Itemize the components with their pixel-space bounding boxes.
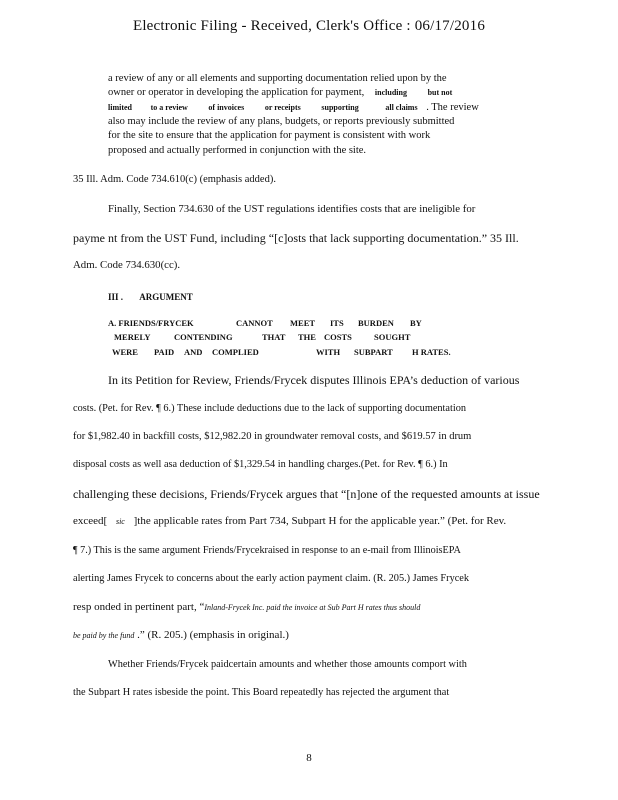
quote-emphasis: limited [108,103,132,112]
subsection-word: SUBPART [354,347,393,357]
citation: 35 Ill. Adm. Code 734.610(c) (emphasis added). [73,174,276,185]
subsection-word: WITH [316,347,341,357]
paragraph-line: alerting James Frycek to concerns about the early action payment claim. (R. 205.) James Frycek [73,573,470,584]
paragraph-line: Finally, Section 734.630 of the UST regulations identifies costs that are ineligible for [108,203,476,215]
paragraph-line: payme nt from the UST Fund, including “[c]osts that lack supporting documentation.” 35 Ill. [73,231,519,245]
paragraph-line [73,629,289,641]
paragraph-line: disposal costs as well asa deduction of $1,329.54 in handling charges.(Pet. for Rev. ¶ 6.) In [73,459,448,470]
quoted-emphasis: Inland-Frycek Inc. paid the invoice at Sub Part H rates thus should [204,603,421,612]
subsection-word: MEET [290,318,316,328]
subsection-word: COMPLIED [212,347,259,357]
subsection-word: CANNOT [236,318,273,328]
paragraph-line: In its Petition for Review, Friends/Frycek disputes Illinois EPA’s deduction of various [108,373,520,387]
subsection-heading-line [108,332,410,342]
paragraph-text: exceed[ [73,515,108,527]
quote-emphasis: including [374,88,407,97]
sic-note: sic [115,517,125,526]
paragraph-line: Adm. Code 734.630(cc). [73,259,181,271]
subsection-word: H RATES. [412,347,451,357]
subsection-word: COSTS [324,332,352,342]
quote-line: also may include the review of any plans, budgets, or reports previously submitted [108,116,455,127]
subsection-heading-line [108,318,422,328]
subsection-word: ITS [330,318,344,328]
quote-text: . The review [426,102,479,113]
paragraph-line: challenging these decisions, Friends/Frycek argues that “[n]one of the requested amounts at issue [73,487,540,501]
subsection-word: BURDEN [358,318,394,328]
quote-emphasis: or receipts [264,103,301,112]
quote-line: proposed and actually performed in conjunction with the site. [108,145,367,156]
paragraph-text: .” (R. 205.) (emphasis in original.) [134,629,289,641]
section-heading [108,292,193,302]
quote-emphasis: of invoices [208,103,245,112]
quote-emphasis: supporting [321,103,359,112]
paragraph-line [73,601,420,613]
quote-emphasis: to a review [150,103,188,112]
paragraph-line [73,515,506,527]
paragraph-line: costs. (Pet. for Rev. ¶ 6.) These include deductions due to the lack of supporting documentation [73,403,467,414]
quote-line [108,101,479,115]
quote-emphasis: but not [427,88,453,97]
subsection-word: A. FRIENDS/FRYCEK [108,318,194,328]
quote-text: owner or operator in developing the application for payment, [108,87,365,98]
quote-emphasis: all claims [385,103,418,112]
subsection-word: CONTENDING [174,332,233,342]
subsection-word: AND [184,347,203,357]
page-number: 8 [306,752,312,764]
paragraph-line: Whether Friends/Frycek paidcertain amounts and whether those amounts comport with [108,659,467,670]
subsection-word: THAT [262,332,286,342]
subsection-word: SOUGHT [374,332,411,342]
paragraph-text: resp onded in pertinent part, “ [73,601,205,613]
quote-line [108,86,452,100]
section-number: III . [108,292,124,302]
subsection-word: BY [410,318,422,328]
paragraph-text: ]the applicable rates from Part 734, Subpart H for the applicable year.” (Pet. for Rev. [133,515,507,527]
quote-line: a review of any or all elements and supporting documentation relied upon by the [108,73,447,84]
paragraph-line: for $1,982.40 in backfill costs, $12,982.20 in groundwater removal costs, and $619.57 in drum [73,431,472,442]
subsection-word: MERELY [114,332,151,342]
paragraph-line: the Subpart H rates isbeside the point. This Board repeatedly has rejected the argument that [73,687,450,698]
subsection-word: THE [298,332,316,342]
subsection-word: WERE [112,347,138,357]
quote-line: for the site to ensure that the application for payment is consistent with work [108,130,431,141]
section-title: ARGUMENT [139,292,193,302]
subsection-heading-line [108,347,451,357]
paragraph-line: ¶ 7.) This is the same argument Friends/Frycekraised in response to an e-mail from IllinoisEPA [73,545,461,556]
filing-header: Electronic Filing - Received, Clerk's Office : 06/17/2016 [132,18,486,34]
subsection-word: PAID [154,347,175,357]
quoted-emphasis: be paid by the fund [73,631,135,640]
